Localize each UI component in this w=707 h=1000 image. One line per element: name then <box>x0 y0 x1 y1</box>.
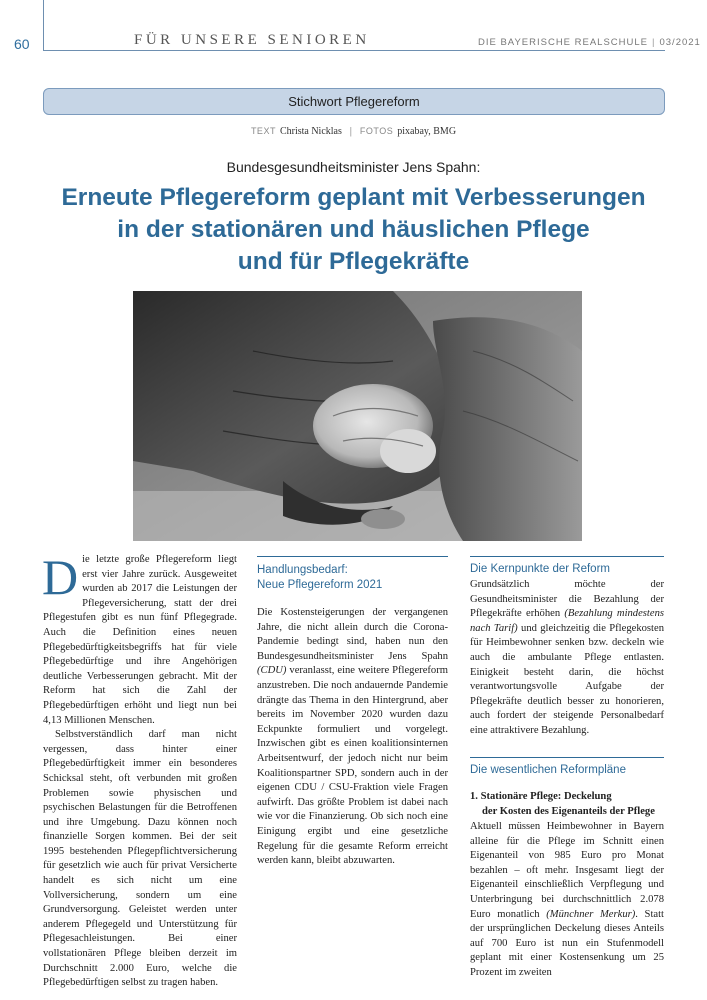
column2-text-em: (CDU) <box>257 665 287 677</box>
column3-heading-1: Die Kernpunkte der Reform <box>470 563 610 575</box>
headline-line-2: in der stationären und häuslichen Pflege <box>117 216 590 243</box>
photo-illustration <box>133 291 582 541</box>
column3-p2-text-em: (Münchner Merkur) <box>546 908 636 920</box>
article-column-3-part-1 <box>470 578 664 739</box>
author-name: Christa Nicklas <box>279 126 342 137</box>
column2-heading-line-2: Neue Pflegereform 2021 <box>257 579 383 591</box>
holding-hands-photo <box>133 291 582 541</box>
column3-mid-rule <box>470 757 664 758</box>
article-headline <box>40 182 667 278</box>
column3-top-rule <box>470 556 664 557</box>
article-credits <box>0 126 707 137</box>
column3-paragraph-2 <box>470 820 664 981</box>
column3-subheading-line-2: der Kosten des Eigenanteils der Pflege <box>482 805 655 817</box>
column3-p1-text-a: Grundsätzlich möchte der Gesundheitsminister die Bezahlung der Pflegekräfte erhöhen <box>470 579 664 620</box>
article-column-1 <box>42 549 237 991</box>
column2-paragraph <box>257 606 448 869</box>
column3-heading-2: Die wesentlichen Reformpläne <box>470 764 626 776</box>
journal-name: DIE BAYERISCHE REALSCHULE <box>478 37 649 48</box>
page-number: 60 <box>14 36 30 52</box>
column1-paragraph-1 <box>42 549 237 728</box>
photo-source: pixabay, BMG <box>397 126 457 137</box>
article-column-2 <box>257 606 448 869</box>
column1-paragraph-2: Selbstverständlich darf man nicht vergessen, dass hinter einer Pflegebedürftigkeit immer ein besonderes Schicksal steht, oft verbunden mit großen Problemen sowie physischen und psychischen Belastungen für die Betroffenen und ihre Umgebung. Dazu können noch finanzielle Sorgen kommen. Bei der seit 1995 bestehenden Pflegepflichtversicherung für gesetzlich wie auch für privat Versicherte handelt es sich nicht um eine Vollversicherung, sondern um eine Grundversorgung. Geleistet werden unter anderem Pflegegeld und Unterstützung für Pflegesachleistungen. Bei einer vollstationären Pflege bleiben derzeit im Durchschnitt 2.000 Euro, welche die Pflegebedürftigen selbst zu tragen haben. <box>43 729 237 989</box>
photo-label: FOTOS <box>359 126 394 136</box>
column2-top-rule <box>257 556 448 557</box>
column3-subheading-line-1: 1. Stationäre Pflege: Deckelung <box>470 791 612 802</box>
issue-number: 03/2021 <box>659 37 701 48</box>
column3-p1-text-b: und gleichzeitig die Pflegekosten für Heimbewohner senken bzw. deckeln wie auch die ambulante Pflege entlasten. Einigkeit besteht darin, die höchst verantwortungsvolle Aufgabe der Pflegekräfte deutlich besser zu honorieren, auch fordert der steigende Personalbedarf eine attraktivere Bezahlung. <box>470 622 664 736</box>
header-horizontal-rule <box>43 50 665 51</box>
journal-separator: | <box>652 37 656 48</box>
headline-line-3: und für Pflegekräfte <box>237 248 470 275</box>
article-kicker: Bundesgesundheitsminister Jens Spahn: <box>226 159 481 175</box>
column3-subheading <box>470 790 664 819</box>
header-vertical-rule <box>43 0 44 50</box>
column2-text-b: veranlasst, eine weitere Pflegereform anzustreben. Die noch andauernde Pandemie drängte das Thema in den Hintergrund, aber bereits im November 2020 wurden dazu Eckpunkte formuliert und vorgelegt. Inzwischen gibt es einen koalitionsinternen Arbeitsentwurf, der jedoch nicht nur beim Koalitionspartner SPD, sondern auch in der eigenen CDU / CSU-Fraktion viele Fragen aufwirft. Das größte Problem ist dabei nach wie vor die Finanzierung. Ob sich noch eine Einigung ergibt und eine gesetzliche Regelung für die gesamte Reform erreicht werden kann, bleibt abzuwarten. <box>257 665 448 867</box>
credits-separator: | <box>349 126 352 137</box>
column3-paragraph-1 <box>470 578 664 739</box>
column1-paragraph-1-text: ie letzte große Pflegereform liegt erst vier Jahre zurück. Ausgeweitet wurden ab 2017 die Leistungen der Pflegeversicherung, statt der drei Pflegestufen gibt es nun fünf Pflegegrade. Auch die Definition eines neuen Pflegebedürftigkeitsbegriffs hat für viele Pflegebedürftige und ihre Angehörigen deutliche Verbesserungen gebracht. Mit der Reform hat sich die Zahl der Pflegebedürftigen erhöht und liegt nun bei 4,13 Millionen Menschen. <box>43 554 237 726</box>
section-title: FÜR UNSERE SENIOREN <box>134 32 370 48</box>
headline-line-1: Erneute Pflegereform geplant mit Verbesserungen <box>61 184 646 211</box>
column2-heading <box>257 563 448 593</box>
column3-p1-text-em: (Bezahlung mindestens nach Tarif) <box>470 608 664 634</box>
column2-text-a: Die Kostensteigerungen der vergangenen Jahre, die nicht allein durch die Corona-Pandemie bedingt sind, haben nun den Bundesgesundheitsminister Jens Spahn <box>257 607 448 662</box>
drop-cap: D <box>42 549 79 605</box>
article-column-3-part-2 <box>470 820 664 981</box>
journal-title <box>478 37 701 48</box>
column2-heading-line-1: Handlungsbedarf: <box>257 564 348 576</box>
topic-banner: Stichwort Pflegereform <box>43 88 665 115</box>
column3-p2-text-a: Aktuell müssen Heimbewohner in Bayern alleine für die Pflege im Schnitt einen Eigenanteil von 985 Euro pro Monat bezahlen – oft mehr. Insgesamt liegt der Eigenanteil einschließlich Verpflegung und Unterbringung bei durchschnittlich 2.078 Euro monatlich <box>470 821 664 920</box>
column3-p2-text-b: . Statt der ursprünglichen Deckelung dieses Anteils auf 700 Euro ist nun ein Stufenmodell geplant mit einer Kostensenkung um 25 Prozent im zweiten <box>470 908 664 978</box>
text-label: TEXT <box>250 126 276 136</box>
